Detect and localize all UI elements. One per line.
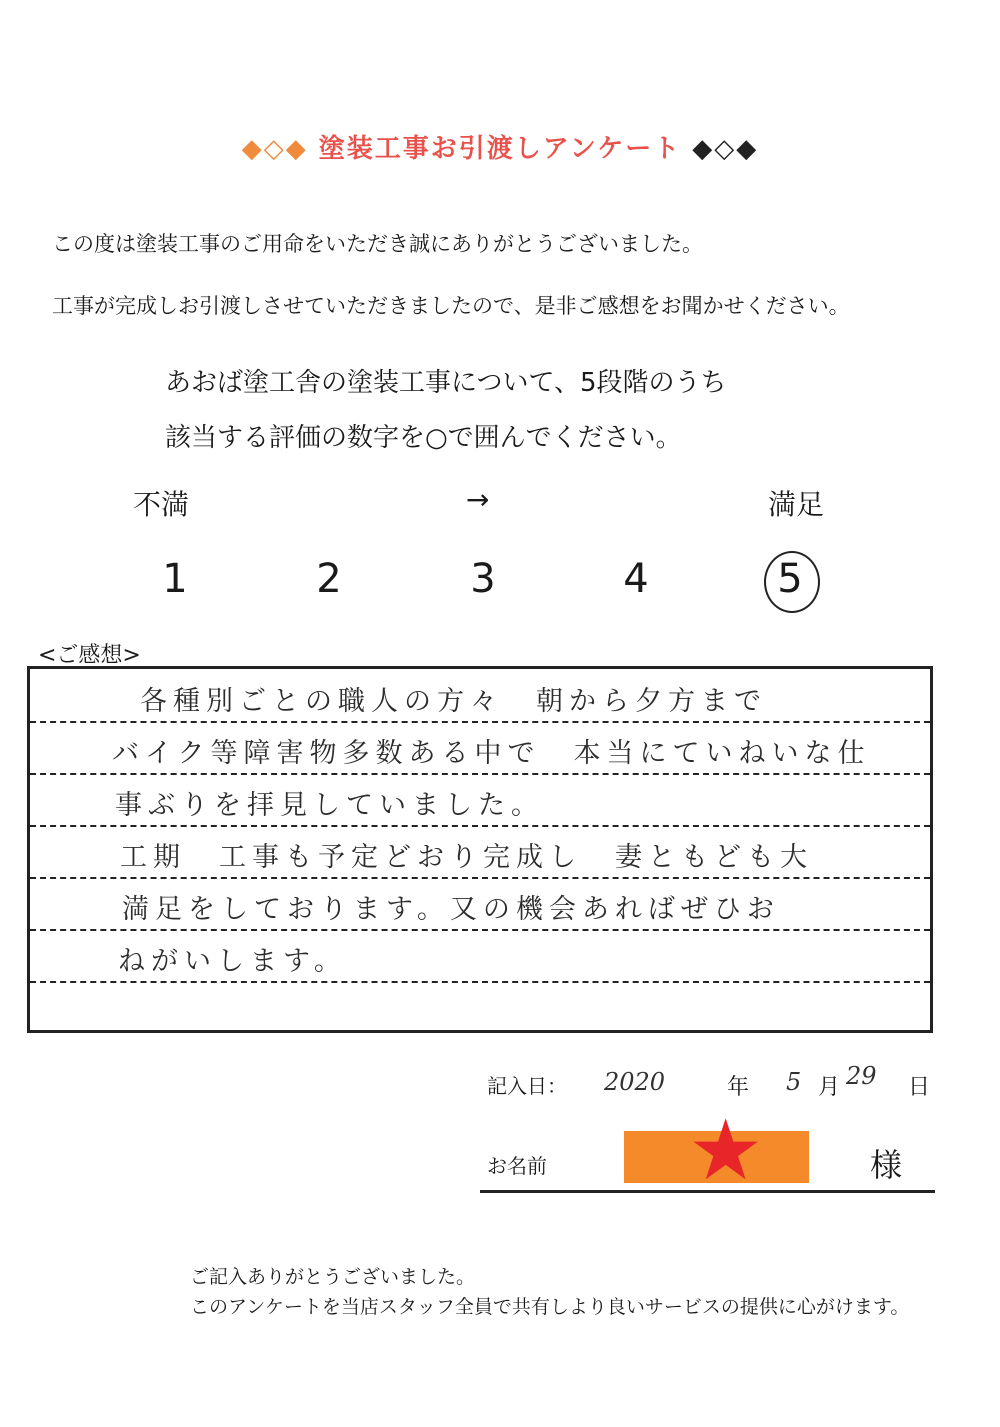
date-month-value[interactable]: 5 (786, 1068, 802, 1096)
intro-line-1: この度は塗装工事のご用命をいただき誠にありがとうございました。 (52, 232, 703, 256)
scale-label-dissatisfied: 不満 (133, 488, 190, 521)
diamond-decoration-left: ◆◇◆ (241, 134, 308, 164)
comment-handwriting-line: 各種別ごとの職人の方々 朝から夕方まで (140, 686, 767, 717)
name-underline (480, 1190, 935, 1193)
comment-handwriting-line: 満足をしております。又の機会あればぜひお (122, 894, 780, 925)
name-label: お名前 (487, 1154, 547, 1178)
rating-5[interactable]: 5 (777, 556, 803, 602)
rating-4[interactable]: 4 (623, 556, 649, 602)
date-year-value[interactable]: 2020 (604, 1068, 666, 1096)
comment-rule (30, 877, 930, 879)
question-line-1: あおば塗工舎の塗装工事について、5段階のうち (165, 368, 727, 398)
rating-1[interactable]: 1 (162, 556, 188, 602)
comment-rule (30, 929, 930, 931)
comment-label: <ご感想> (38, 643, 141, 668)
scale-arrow: → (466, 483, 490, 516)
comment-rule (30, 721, 930, 723)
comment-handwriting-line: バイク等障害物多数ある中で 本当にていねいな仕 (112, 738, 871, 769)
star-icon: ★ (688, 1101, 764, 1199)
date-label: 記入日： (487, 1074, 567, 1098)
comment-box[interactable] (27, 666, 933, 1033)
footer-line-1: ご記入ありがとうございました。 (190, 1266, 476, 1288)
comment-handwriting-line: 事ぶりを拝見していました。 (115, 790, 544, 821)
date-day-value[interactable]: 29 (846, 1062, 877, 1090)
date-month-unit: 月 (818, 1075, 841, 1100)
date-day-unit: 日 (908, 1075, 931, 1100)
intro-line-2: 工事が完成しお引渡しさせていただきましたので、是非ご感想をお聞かせください。 (52, 294, 850, 318)
scale-label-satisfied: 満足 (768, 488, 825, 521)
footer-line-2: このアンケートを当店スタッフ全員で共有しより良いサービスの提供に心がけます。 (190, 1296, 910, 1318)
comment-rule (30, 773, 930, 775)
comment-handwriting-line: 工期 工事も予定どおり完成し 妻ともども大 (120, 842, 813, 873)
title-text: 塗装工事お引渡しアンケート (318, 134, 682, 164)
survey-title (0, 128, 1000, 165)
rating-3[interactable]: 3 (470, 556, 496, 602)
rating-2[interactable]: 2 (316, 556, 342, 602)
selected-rating-circle (764, 551, 820, 613)
comment-handwriting-line: ねがいします。 (118, 946, 347, 977)
question-line-2: 該当する評価の数字を○で囲んでください。 (165, 423, 682, 453)
date-year-unit: 年 (727, 1075, 750, 1100)
honorific: 様 (870, 1146, 903, 1184)
diamond-decoration-right: ◆◇◆ (692, 134, 759, 164)
comment-rule (30, 825, 930, 827)
comment-rule (30, 981, 930, 983)
